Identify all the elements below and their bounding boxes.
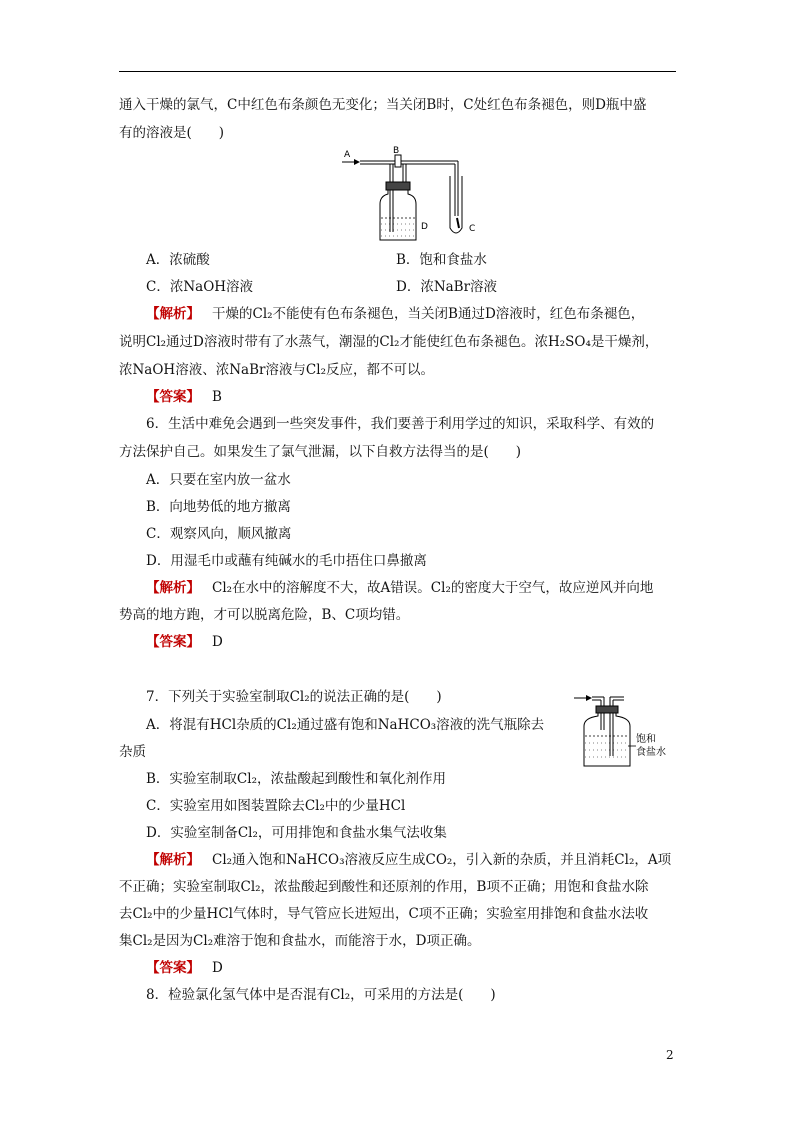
analysis-tag: 【解析】 <box>146 852 200 868</box>
q5-option-d: D．浓NaBr溶液 <box>396 279 498 295</box>
q5-apparatus-figure <box>340 146 490 246</box>
q5-analysis-line1 <box>146 305 644 323</box>
q6-answer <box>146 633 223 651</box>
label-d: D <box>421 222 428 232</box>
q7-wash-bottle-figure <box>572 690 692 770</box>
q7-analysis-line1 <box>146 851 671 869</box>
q7-option-c: C．实验室用如图装置除去Cl₂中的少量HCl <box>146 798 406 814</box>
q5-analysis-line2: 说明Cl₂通过D溶液时带有了水蒸气，潮湿的Cl₂才能使红色布条褪色。浓H₂SO₄是干燥剂， <box>119 334 659 350</box>
q5-option-a: A．浓硫酸 <box>146 252 210 268</box>
header-rule <box>119 71 676 72</box>
label-b: B <box>393 146 400 156</box>
analysis-text: Cl₂通入饱和NaHCO₃溶液反应生成CO₂，引入新的杂质，并且消耗Cl₂，A项 <box>212 852 672 868</box>
q6-analysis-line2: 势高的地方跑，才可以脱离危险，B、C项均错。 <box>119 607 410 623</box>
q8-stem: 8．检验氯化氢气体中是否混有Cl₂，可采用的方法是( ) <box>146 987 496 1003</box>
page-number: 2 <box>666 1048 674 1062</box>
q6-option-d: D．用湿毛巾或蘸有纯碱水的毛巾捂住口鼻撤离 <box>146 553 427 569</box>
analysis-tag: 【解析】 <box>146 580 200 596</box>
answer-value: D <box>212 634 223 650</box>
q6-option-b: B．向地势低的地方撤离 <box>146 499 291 515</box>
q7-option-a-line2: 杂质 <box>119 744 146 760</box>
q6-option-a: A．只要在室内放一盆水 <box>146 472 291 488</box>
q7-analysis-line4: 集Cl₂是因为Cl₂难溶于饱和食盐水，而能溶于水，D项正确。 <box>119 933 481 949</box>
q6-stem-line1: 6．生活中难免会遇到一些突发事件，我们要善于利用学过的知识，采取科学、有效的 <box>146 416 655 432</box>
q6-analysis-line1 <box>146 579 653 597</box>
q5-answer <box>146 388 222 406</box>
label-c: C <box>469 224 476 234</box>
answer-value: D <box>212 960 223 976</box>
fig-label-1: 饱和 <box>636 734 656 745</box>
answer-tag: 【答案】 <box>146 389 200 405</box>
q6-stem-line2: 方法保护自己。如果发生了氯气泄漏，以下自救方法得当的是( ) <box>119 444 522 460</box>
answer-value: B <box>212 389 222 405</box>
q7-option-a-line1: A．将混有HCl杂质的Cl₂通过盛有饱和NaHCO₃溶液的洗气瓶除去 <box>146 717 545 733</box>
q7-option-b: B．实验室制取Cl₂，浓盐酸起到酸性和氧化剂作用 <box>146 771 446 787</box>
q6-option-c: C．观察风向，顺风撤离 <box>146 526 292 542</box>
q7-analysis-line3: 去Cl₂中的少量HCl气体时，导气管应长进短出，C项不正确；实验室用排饱和食盐水法收 <box>119 906 649 922</box>
answer-tag: 【答案】 <box>146 634 200 650</box>
q5-stem-line1: 通入干燥的氯气，C中红色布条颜色无变化；当关闭B时，C处红色布条褪色，则D瓶中盛 <box>119 97 647 113</box>
q7-stem: 7．下列关于实验室制取Cl₂的说法正确的是( ) <box>146 689 442 705</box>
fig-label-2: 食盐水 <box>636 747 666 758</box>
q5-option-b: B．饱和食盐水 <box>396 252 487 268</box>
q5-option-c: C．浓NaOH溶液 <box>146 279 254 295</box>
q7-analysis-line2: 不正确；实验室制取Cl₂，浓盐酸起到酸性和还原剂的作用，B项不正确；用饱和食盐水除 <box>119 879 649 895</box>
label-a: A <box>344 150 351 160</box>
q5-stem-line2: 有的溶液是( ) <box>119 125 225 141</box>
analysis-tag: 【解析】 <box>146 306 200 322</box>
answer-tag: 【答案】 <box>146 960 200 976</box>
analysis-text: Cl₂在水中的溶解度不大，故A错误。Cl₂的密度大于空气，故应逆风并向地 <box>212 580 654 596</box>
analysis-text: 干燥的Cl₂不能使有色布条褪色，当关闭B通过D溶液时，红色布条褪色， <box>212 306 645 322</box>
q7-option-d: D．实验室制备Cl₂，可用排饱和食盐水集气法收集 <box>146 825 447 841</box>
q5-analysis-line3: 浓NaOH溶液、浓NaBr溶液与Cl₂反应，都不可以。 <box>119 362 434 378</box>
q7-answer <box>146 959 223 977</box>
